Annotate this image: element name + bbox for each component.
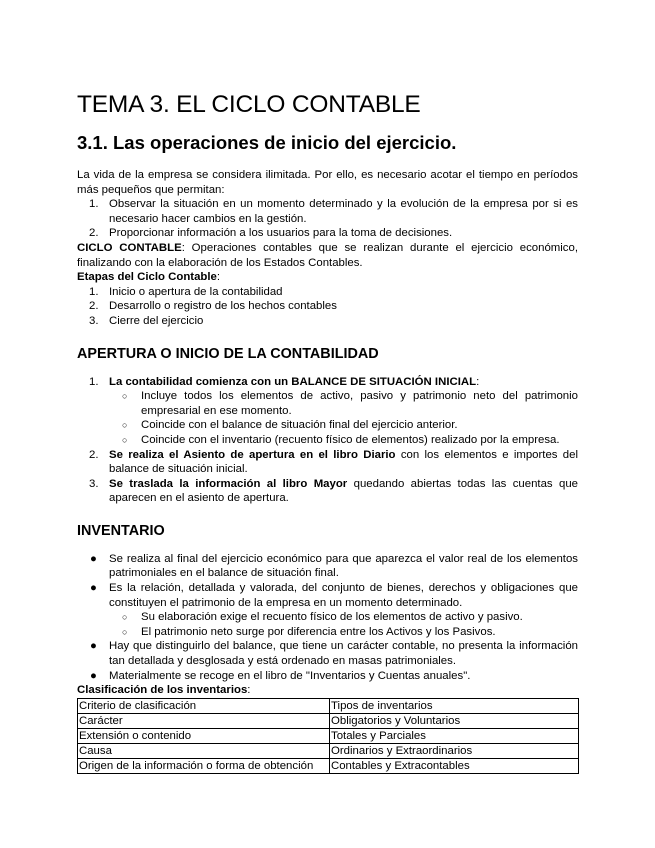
apertura-list xyxy=(77,375,578,390)
list-item: 1. La contabilidad comienza con un BALANCE DE SITUACIÓN INICIAL: xyxy=(89,375,480,388)
list-item: ● Hay que distinguirlo del balance, que tiene un carácter contable, no presenta la información tan detallada y desglosada y está ordenado en masas patrimoniales. xyxy=(90,640,578,668)
table-cell: Criterio de clasificación xyxy=(78,698,330,713)
inventory-classification-table xyxy=(77,698,579,774)
table-cell: Totales y Parciales xyxy=(330,728,579,743)
table-row xyxy=(78,728,579,743)
list-item: 1. Inicio o apertura de la contabilidad xyxy=(89,285,283,298)
table-cell: Carácter xyxy=(78,713,330,728)
document-page xyxy=(77,90,578,774)
apertura-list-cont xyxy=(77,448,578,506)
table-cell: Origen de la información o forma de obtención xyxy=(78,758,330,773)
inventario-heading: INVENTARIO xyxy=(77,522,165,539)
list-item: 3. Cierre del ejercicio xyxy=(89,314,204,327)
circle-bullet-icon: ○ xyxy=(122,626,128,637)
list-item: 2. Se realiza el Asiento de apertura en el libro Diario con los elementos e importes del balance de situación inicial. xyxy=(89,448,578,476)
inventario-list xyxy=(77,552,578,610)
intro-list xyxy=(77,197,578,241)
apertura-sublist xyxy=(77,389,578,447)
list-item: 2. Proporcionar información a los usuarios para la toma de decisiones. xyxy=(89,227,453,240)
list-item: ○ El patrimonio neto surge por diferencia entre los Activos y los Pasivos. xyxy=(122,625,496,638)
table-cell: Tipos de inventarios xyxy=(330,698,579,713)
circle-bullet-icon: ○ xyxy=(122,434,128,445)
list-item: ○ Su elaboración exige el recuento físico de los elementos de activo y pasivo. xyxy=(122,611,523,624)
table-cell: Ordinarios y Extraordinarios xyxy=(330,743,579,758)
list-item: ● Se realiza al final del ejercicio económico para que aparezca el valor real de los elementos patrimoniales en el balance de situación final. xyxy=(90,552,578,580)
list-item: ○ Coincide con el inventario (recuento físico de elementos) realizado por la empresa. xyxy=(122,433,560,446)
disc-bullet-icon: ● xyxy=(90,582,97,595)
etapas-label: Etapas del Ciclo Contable: xyxy=(77,271,221,284)
table-row xyxy=(78,713,579,728)
list-item: 2. Desarrollo o registro de los hechos contables xyxy=(89,300,337,313)
ciclo-definition: CICLO CONTABLE: Operaciones contables que se realizan durante el ejercicio económico, finalizando con la elaboración de los Estados Contables. xyxy=(77,241,578,269)
list-item: ○ Coincide con el balance de situación final del ejercicio anterior. xyxy=(122,419,458,432)
list-item: ● Es la relación, detallada y valorada, del conjunto de bienes, derechos y obligaciones que constituyen el patrimonio de la empresa en un momento determinado. xyxy=(90,582,578,609)
list-item: ○ Incluye todos los elementos de activo, pasivo y patrimonio neto del patrimonio empresarial en ese momento. xyxy=(122,390,578,417)
section-title: 3.1. Las operaciones de inicio del ejercicio. xyxy=(77,132,457,153)
inventario-sublist xyxy=(77,610,578,639)
page-title: TEMA 3. EL CICLO CONTABLE xyxy=(77,91,421,118)
table-label: Clasificación de los inventarios: xyxy=(77,684,251,697)
disc-bullet-icon: ● xyxy=(90,552,97,565)
circle-bullet-icon: ○ xyxy=(122,391,128,402)
table-cell: Extensión o contenido xyxy=(78,728,330,743)
table-row xyxy=(78,743,579,758)
inventario-list-cont xyxy=(77,639,578,683)
table-cell: Obligatorios y Voluntarios xyxy=(330,713,579,728)
list-item: ● Materialmente se recoge en el libro de "Inventarios y Cuentas anuales". xyxy=(90,669,471,682)
table-cell: Causa xyxy=(78,743,330,758)
apertura-heading: APERTURA O INICIO DE LA CONTABILIDAD xyxy=(77,345,379,362)
intro-paragraph: La vida de la empresa se considera ilimitada. Por ello, es necesario acotar el tiempo en períodos más pequeños que permitan: xyxy=(77,169,578,196)
list-item: 3. Se traslada la información al libro Mayor quedando abiertas todas las cuentas que aparecen en el asiento de apertura. xyxy=(89,477,578,505)
list-item: 1. Observar la situación en un momento determinado y la evolución de la empresa por si es necesario hacer cambios en la gestión. xyxy=(89,198,578,225)
disc-bullet-icon: ● xyxy=(90,669,97,682)
table-cell: Contables y Extracontables xyxy=(330,758,579,773)
circle-bullet-icon: ○ xyxy=(122,612,128,623)
disc-bullet-icon: ● xyxy=(90,640,97,653)
circle-bullet-icon: ○ xyxy=(122,420,128,431)
etapas-list xyxy=(77,285,578,329)
table-row xyxy=(78,758,579,773)
table-row xyxy=(78,698,579,713)
